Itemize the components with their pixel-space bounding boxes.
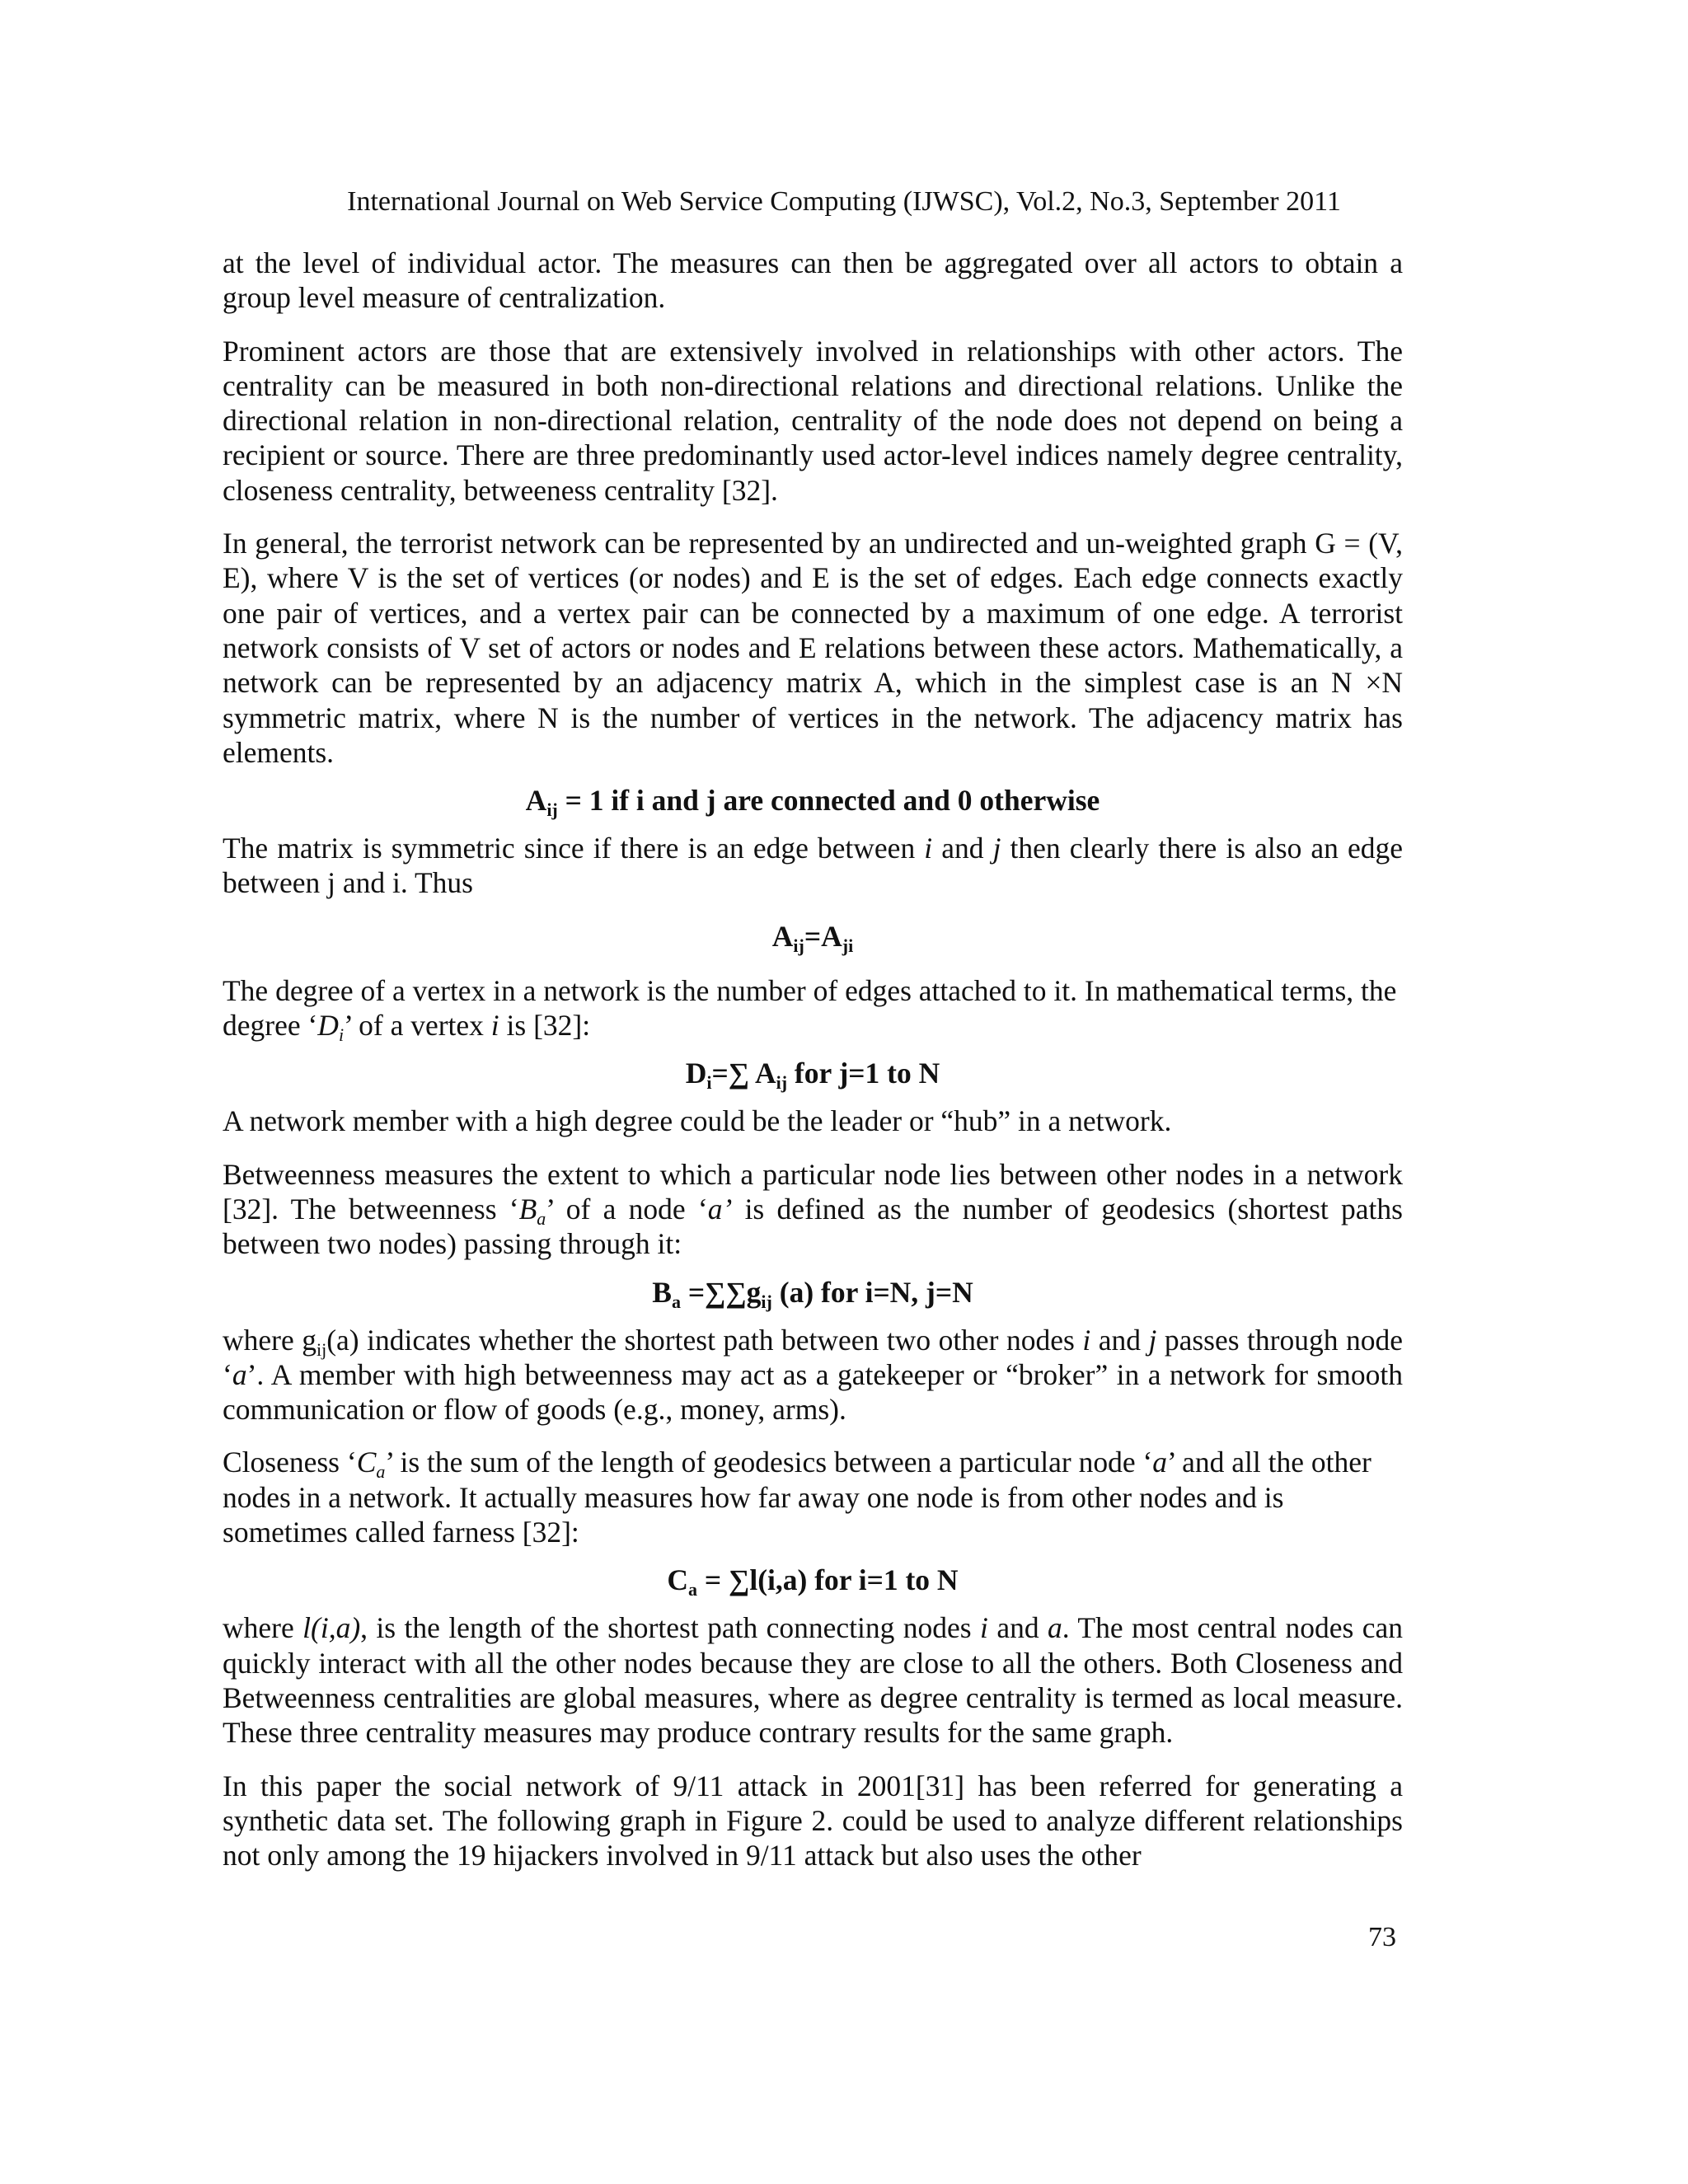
paragraph-3: In general, the terrorist network can be represented by an undirected and un-weighted graph G = (V, E), where V is the set of vertices (or nodes) and E is the set of edges. Each edge connects exactly one pair of vertices, and a vertex pair can be connected by a maximum of one edge. A terrorist network consists of V set of actors or nodes and E relations between these actors. Mathematically, a network can be represented by an adjacency matrix A, which in the simplest case is an N ×N symmetric matrix, where N is the number of vertices in the network. The adjacency matrix has elements. <box>223 527 1403 769</box>
equation-symmetry: $A_{ij}=A_{ji}$ <box>771 919 854 956</box>
equation-degree: $D_i=\sum$ $A_{ij}$ for j=1 to N <box>685 1057 940 1094</box>
paragraph-1: at the level of individual actor. The measures can then be aggregated over all actors to obtain a group level measure of centralization. <box>223 246 1403 315</box>
paragraph-7: Betweenness measures the extent to which a particular node lies between other nodes in a network [32]. The betweenness ‘$B_a$’ of a node ‘a’ is defined as the number of geodesics (shortest paths between two nodes) passing through it: <box>223 1157 1403 1261</box>
paragraph-5: The degree of a vertex in a network is the number of edges attached to it. In mathematical terms, the degree ‘$D_i$’ of a vertex i is [32]: <box>223 973 1397 1046</box>
equation-adjacency: $A_{ij} = 1$ if i and j are connected and 0 otherwise <box>525 784 1100 821</box>
paragraph-4: The matrix is symmetric since if there is an edge between i and j then clearly there is also an edge between j and i. Thus <box>223 832 1403 900</box>
paragraph-2: Prominent actors are those that are extensively involved in relationships with other actors. The centrality can be measured in both non-directional relations and directional relations. Unlike the directional relation in non-directional relation, centrality of the node does not depend on being a recipient or source. There are three predominantly used actor-level indices namely degree centrality, closeness centrality, betweeness centrality [32]. <box>223 334 1403 507</box>
paragraph-11: In this paper the social network of 9/11 attack in 2001[31] has been referred for generating a synthetic data set. The following graph in Figure 2. could be used to analyze different relationships not only among the 19 hijackers involved in 9/11 attack but also uses the other <box>223 1769 1403 1872</box>
paragraph-9: Closeness ‘$C_a$’ is the sum of the length of geodesics between a particular node ‘a’ and all the other nodes in a network. It actually measures how far away one node is from other nodes and is sometimes called farness [32]: <box>223 1446 1372 1549</box>
paragraph-10: where l(i,a), is the length of the shortest path connecting nodes i and a. The most central nodes can quickly interact with all the other nodes because they are close to all the others. Both Closeness and Betweenness centralities are global measures, where as degree centrality is termed as local measure. These three centrality measures may produce contrary results for the same graph. <box>223 1611 1403 1750</box>
equation-closeness: $C_a = \sum l(i,a)$ for i=1 to N <box>667 1563 959 1601</box>
body-text <box>223 246 1403 1872</box>
equation-betweenness: $B_a =\sum\sum g_{ij}$ (a) for i=N, j=N <box>652 1275 973 1312</box>
paragraph-8: where $g_{ij}(a)$ indicates whether the shortest path between two other nodes i and j passes through node ‘a’. A member with high betweenness may act as a gatekeeper or “broker” in a network for smooth communication or flow of goods (e.g., money, arms). <box>223 1323 1403 1427</box>
paragraph-6: A network member with a high degree could be the leader or “hub” in a network. <box>223 1104 1172 1138</box>
running-header: International Journal on Web Service Computing (IJWSC), Vol.2, No.3, September 2011 <box>347 186 1341 217</box>
page-number: 73 <box>1368 1922 1396 1952</box>
